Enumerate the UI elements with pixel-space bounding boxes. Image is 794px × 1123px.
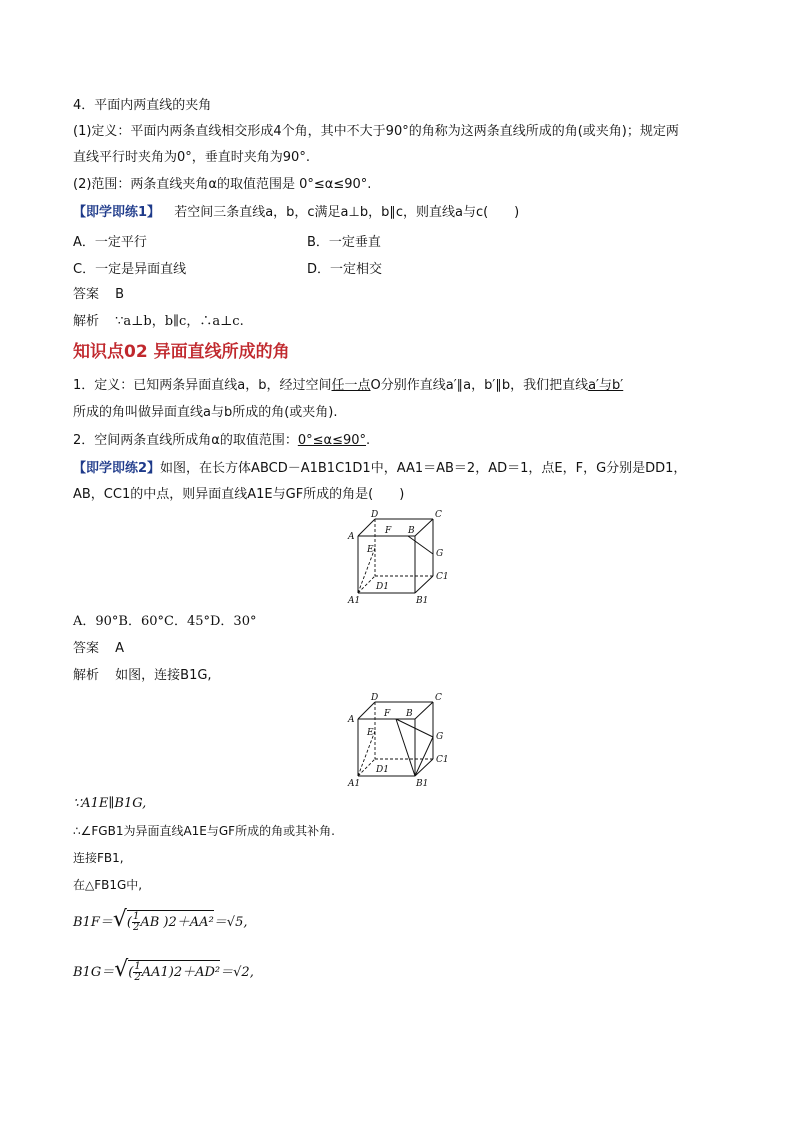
edge-b-c (415, 702, 433, 719)
eq1-tail: 2＋AA² (168, 915, 214, 930)
knowledge-02-definition-line1 (73, 376, 623, 396)
eq2-rhs: ＝√2, (220, 965, 254, 980)
edge-b-c (415, 519, 433, 536)
label-c: C (435, 693, 442, 703)
edge-a-d (358, 702, 375, 719)
eq1-frac-den: 2 (132, 922, 140, 933)
segment-b1-g (415, 737, 433, 776)
segment-f-b1 (396, 719, 415, 776)
practice-1-option-b: B．一定垂直 (307, 235, 381, 250)
eq1-mid: AB (140, 915, 160, 930)
knowledge-02-range (73, 431, 370, 451)
practice-1-analysis: ∵a⊥b，b∥c，∴a⊥c. (115, 314, 244, 329)
eq1-rhs: ＝√5, (213, 915, 248, 930)
step-angle: ∴∠FGB1为异面直线A1E与GF所成的角或其补角. (73, 824, 335, 838)
practice-2-question-line2: AB，CC1的中点，则异面直线A1E与GF所成的角是( ) (73, 487, 405, 502)
label-c1: C1 (436, 755, 449, 765)
knowledge-02-definition-line2: 所成的角叫做异面直线a与b所成的角(或夹角). (73, 405, 338, 420)
label-b: B (406, 709, 413, 719)
practice-1-tag: 【即学即练1】 (73, 205, 161, 220)
practice-1-question-line (73, 203, 519, 223)
label-d1: D1 (376, 582, 389, 592)
eq2-tail: 2＋AD² (173, 965, 221, 980)
eq1-lhs: B1F＝ (73, 915, 113, 930)
definition-underline-2: a′与b′ (588, 378, 624, 393)
practice-1-option-a: A．一定平行 (73, 235, 147, 250)
edge-a-d (358, 519, 375, 536)
practice-1-answer-row (73, 285, 124, 305)
label-d1: D1 (376, 765, 389, 775)
segment-f-g (408, 536, 433, 554)
equation-b1f (73, 907, 248, 933)
practice-1-answer: B (115, 287, 125, 302)
practice-1-analysis-row (73, 312, 244, 332)
label-a: A (348, 532, 355, 542)
knowledge-02-heading: 知识点02 异面直线所成的角 (73, 342, 290, 362)
step-parallel: ∵A1E∥B1G, (73, 796, 147, 811)
label-f: F (384, 709, 391, 719)
definition-underline-1: 任一点 (331, 378, 371, 393)
eq2-frac-den: 2 (134, 972, 141, 983)
eq2-lhs: B1G＝ (73, 965, 115, 980)
box-figure-2 (340, 693, 455, 788)
definition-text-b: O分别作直线a′∥a，b′∥b，我们把直线 (370, 378, 589, 393)
label-e: E (367, 728, 374, 738)
range-text: 2．空间两条直线所成角α的取值范围： (73, 433, 298, 448)
label-b1: B1 (416, 596, 429, 605)
label-d: D (371, 693, 379, 703)
practice-1-option-d: D．一定相交 (307, 262, 383, 277)
section-4-range: (2)范围：两条直线夹角α的取值范围是 0°≤α≤90°. (73, 177, 372, 192)
eq2-frac-num: 1 (134, 961, 141, 972)
label-c: C (435, 510, 442, 520)
practice-2-answer-label: 答案 (73, 641, 100, 656)
section-4-title: 4．平面内两直线的夹角 (73, 98, 212, 113)
practice-2-options: A．90°B．60°C．45°D．30° (73, 614, 257, 629)
section-4-definition-line1: (1)定义：平面内两条直线相交形成4个角，其中不大于90°的角称为这两条直线所成的角(或夹角)；规定两 (73, 124, 679, 139)
eq1-frac-num: 1 (132, 911, 140, 922)
label-a1: A1 (348, 779, 361, 788)
label-a1: A1 (348, 596, 361, 605)
step-connect: 连接FB1, (73, 851, 124, 865)
practice-2-answer-row (73, 639, 124, 659)
practice-1-question: 若空间三条直线a，b，c满足a⊥b，b∥c，则直线a与c( ) (174, 205, 520, 220)
label-g: G (436, 732, 444, 742)
range-underline: 0°≤α≤90° (297, 433, 367, 448)
step-triangle: 在△FB1G中, (73, 878, 143, 892)
label-e: E (367, 545, 374, 555)
practice-2-answer: A (115, 641, 125, 656)
edge-b1-c1 (415, 576, 433, 593)
practice-2-analysis-intro: 如图，连接B1G, (115, 668, 212, 683)
practice-2-tag: 【即学即练2】 (73, 461, 161, 476)
definition-text-a: 1．定义：已知两条异面直线a，b，经过空间 (73, 378, 332, 393)
sqrt-body-1: ( $\frac{1}{2}$ AB )2＋AA² (126, 911, 214, 933)
range-period: . (366, 433, 371, 448)
label-g: G (436, 549, 444, 559)
edge-b1-c1 (415, 759, 433, 776)
label-a: A (348, 715, 355, 725)
sqrt-sign-1: √ (112, 907, 127, 932)
box-figure-1 (340, 510, 455, 605)
practice-1-analysis-label: 解析 (73, 314, 100, 329)
sqrt-sign-2: √ (114, 957, 129, 982)
practice-1-option-c: C．一定是异面直线 (73, 262, 187, 277)
practice-2-question-1: 如图，在长方体ABCD－A1B1C1D1中，AA1＝AB＝2，AD＝1，点E，F，G分别是DD1， (160, 461, 687, 476)
hidden-edge-a1-d1 (358, 759, 375, 776)
practice-1-answer-label: 答案 (73, 287, 100, 302)
hidden-edge-a1-d1 (358, 576, 375, 593)
sqrt-body-2: ( $\frac{1}{2}$ AA1)2＋AD² (128, 961, 221, 983)
section-4-definition-line2: 直线平行时夹角为0°，垂直时夹角为90°. (73, 150, 310, 165)
label-b1: B1 (416, 779, 429, 788)
label-c1: C1 (436, 572, 449, 582)
label-b: B (408, 526, 415, 536)
equation-b1g (73, 957, 254, 983)
practice-2-analysis-label: 解析 (73, 668, 100, 683)
practice-2-analysis-row (73, 666, 212, 686)
practice-2-question-line1 (73, 459, 686, 479)
eq2-fraction (133, 962, 141, 983)
eq2-mid: AA1 (141, 965, 169, 980)
label-d: D (371, 510, 379, 520)
label-f: F (385, 526, 392, 536)
